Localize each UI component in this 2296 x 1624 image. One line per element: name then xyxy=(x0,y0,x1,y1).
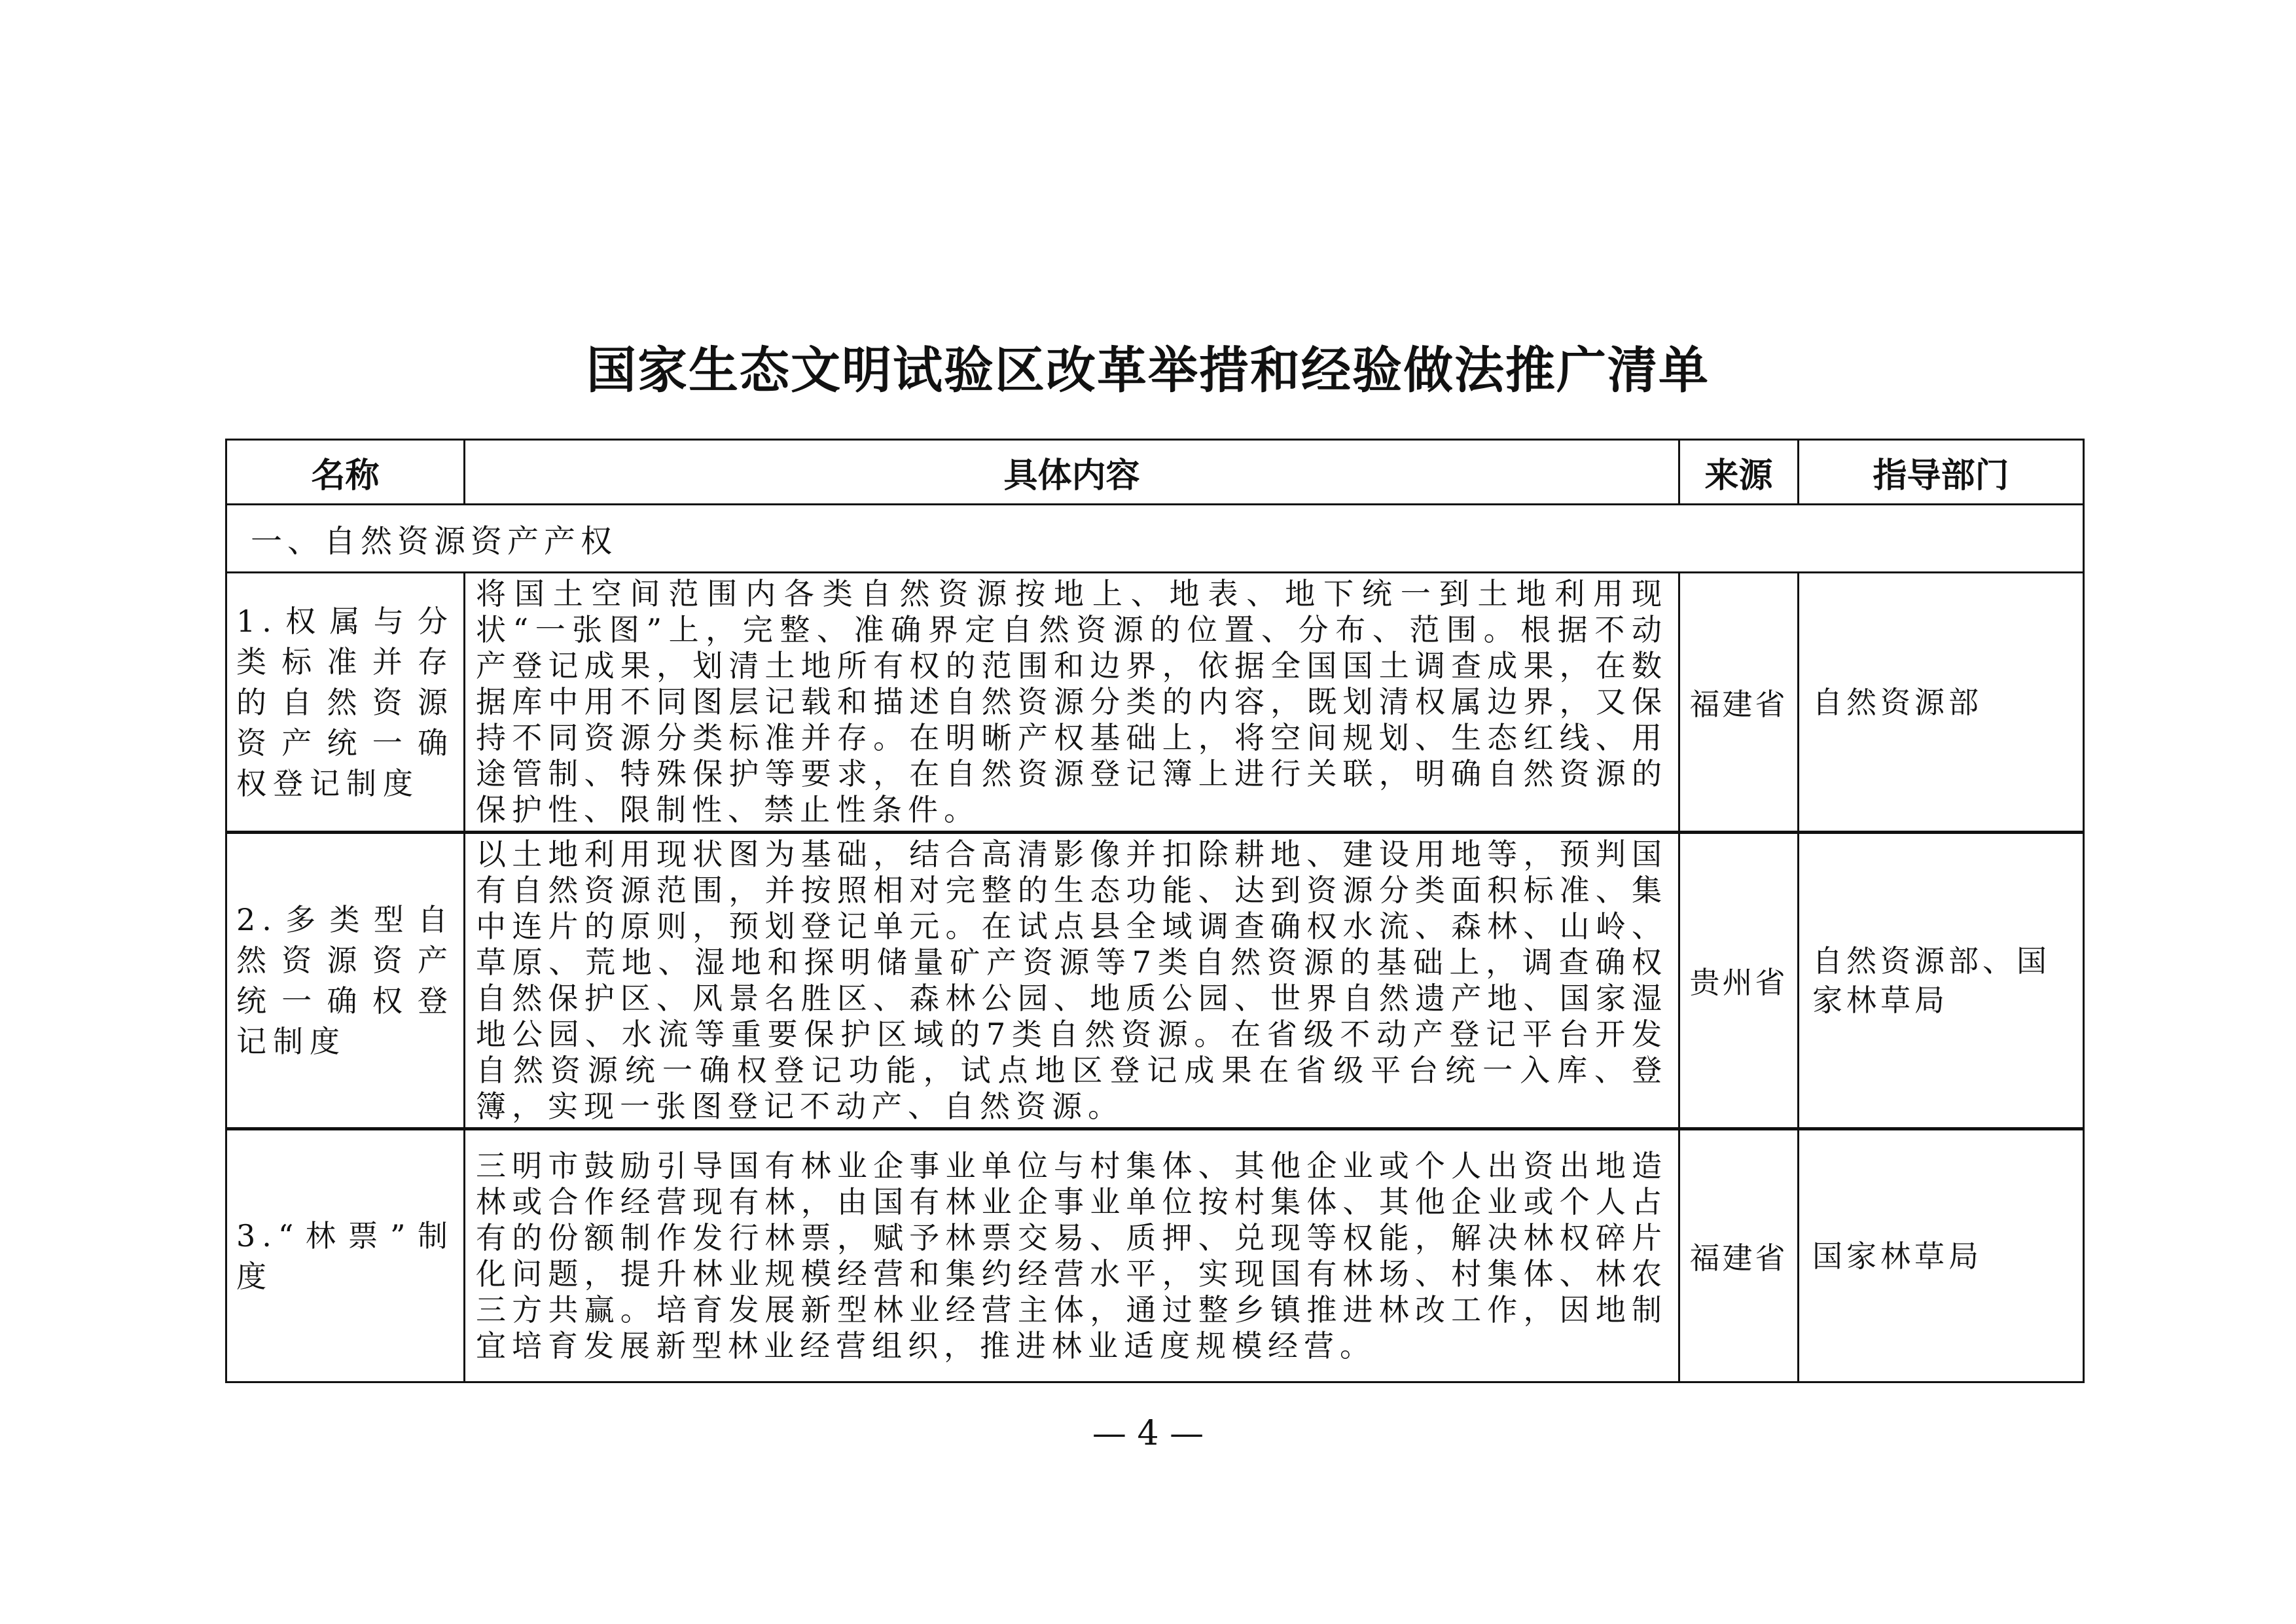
section-row xyxy=(226,505,2084,573)
table-header-row xyxy=(226,440,2084,505)
table-row xyxy=(226,573,2084,833)
section-heading: 一、自然资源资产产权 xyxy=(226,505,2084,573)
header-source: 来源 xyxy=(1679,440,1799,505)
row-content: 三明市鼓励引导国有林业企事业单位与村集体、其他企业或个人出资出地造林或合作经营现有林，由国有林业企事业单位按村集体、其他企业或个人占有的份额制作发行林票，赋予林票交易、质押、兑现等权能，解决林权碎片化问题，提升林业规模经营和集约经营水平，实现国有林场、村集体、林农三方共赢。培育发展新型林业经营主体，通过整乡镇推进林改工作，因地制宜培育发展新型林业经营组织，推进林业适度规模经营。 xyxy=(465,1129,1679,1382)
document-title: 国家生态文明试验区改革举措和经验做法推广清单 xyxy=(586,341,1710,399)
header-content: 具体内容 xyxy=(465,440,1679,505)
row-content: 将国土空间范围内各类自然资源按地上、地表、地下统一到土地利用现状“一张图”上，完整、准确界定自然资源的位置、分布、范围。根据不动产登记成果，划清土地所有权的范围和边界，依据全国国土调查成果，在数据库中用不同图层记载和描述自然资源分类的内容，既划清权属边界，又保持不同资源分类标准并存。在明晰产权基础上，将空间规划、生态红线、用途管制、特殊保护等要求，在自然资源登记簿上进行关联，明确自然资源的保护性、限制性、禁止性条件。 xyxy=(465,573,1679,833)
header-dept: 指导部门 xyxy=(1799,440,2084,505)
row-content: 以土地利用现状图为基础，结合高清影像并扣除耕地、建设用地等，预判国有自然资源范围，并按照相对完整的生态功能、达到资源分类面积标准、集中连片的原则，预划登记单元。在试点县全域调查确权水流、森林、山岭、草原、荒地、湿地和探明储量矿产资源等7类自然资源的基础上，调查确权自然保护区、风景名胜区、森林公园、地质公园、世界自然遗产地、国家湿地公园、水流等重要保护区域的7类自然资源。在省级不动产登记平台开发自然资源统一确权登记功能，试点地区登记成果在省级平台统一入库、登簿，实现一张图登记不动产、自然资源。 xyxy=(465,833,1679,1129)
row-dept: 自然资源部、国家林草局 xyxy=(1799,833,2084,1129)
row-dept: 自然资源部 xyxy=(1799,573,2084,833)
page-number: — 4 — xyxy=(1092,1414,1204,1453)
row-dept: 国家林草局 xyxy=(1799,1129,2084,1382)
table-row xyxy=(226,1129,2084,1382)
row-source: 福建省 xyxy=(1679,573,1799,833)
row-source: 福建省 xyxy=(1679,1129,1799,1382)
table-row xyxy=(226,833,2084,1129)
header-name: 名称 xyxy=(226,440,465,505)
row-source: 贵州省 xyxy=(1679,833,1799,1129)
row-name: 1.权属与分类标准并存的自然资源资产统一确权登记制度 xyxy=(226,573,465,833)
row-name: 3.“林票”制度 xyxy=(226,1129,465,1382)
reform-list-table xyxy=(225,439,2085,1383)
row-name: 2.多类型自然资源资产统一确权登记制度 xyxy=(226,833,465,1129)
